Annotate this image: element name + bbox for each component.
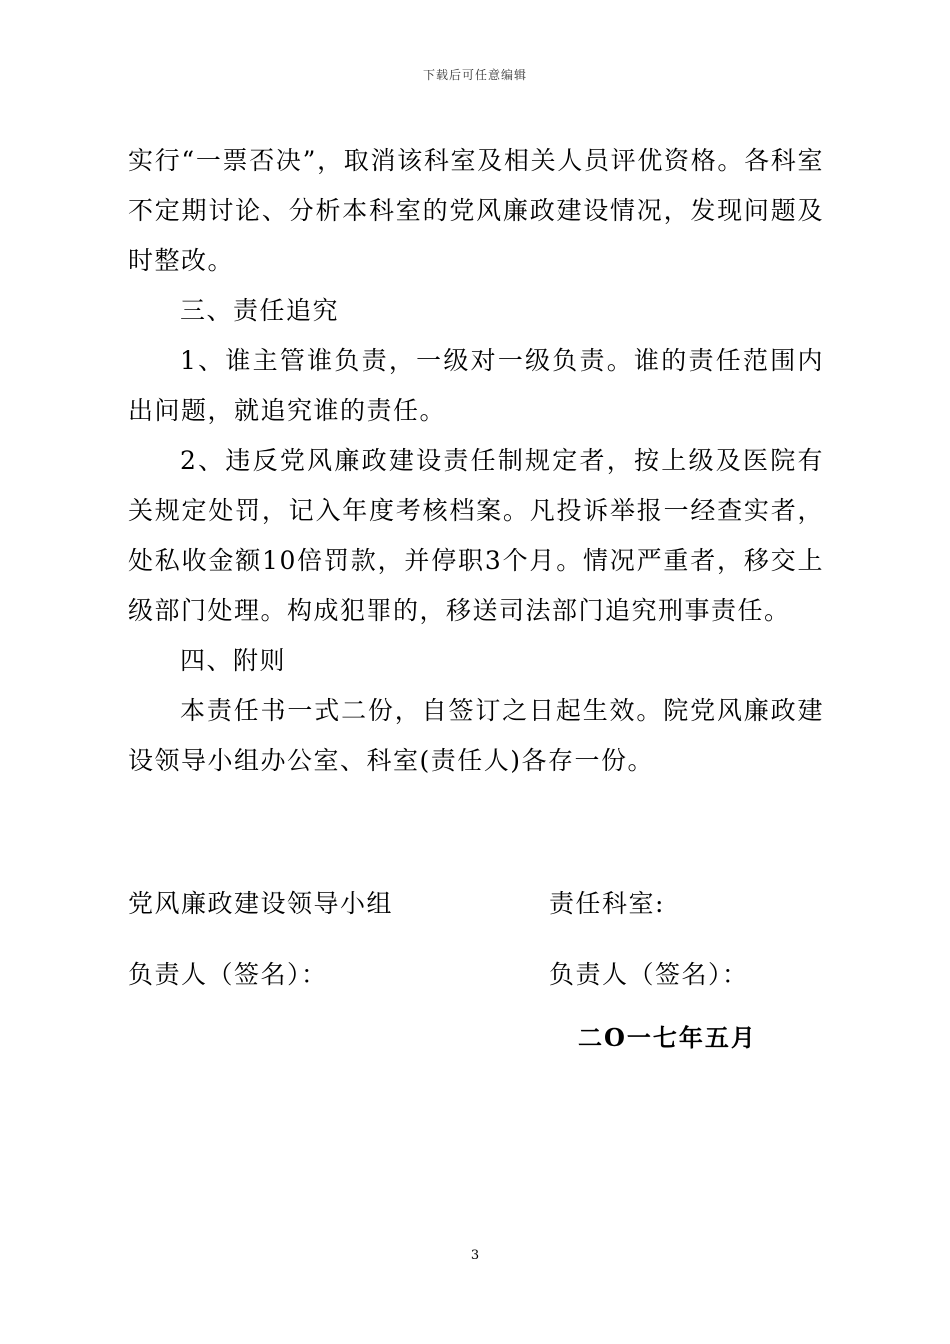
signature-right-org: 责任科室: bbox=[549, 889, 665, 918]
section-heading-accountability: 三、责任追究 bbox=[180, 296, 340, 325]
document-body bbox=[128, 136, 824, 786]
section-heading-supplementary: 四、附则 bbox=[180, 646, 287, 675]
paragraph-effective: 本责任书一式二份，自签订之日起生效。院党风廉政建设领导小组办公室、科室(责任人)各存一份。 bbox=[128, 696, 824, 775]
signature-left-signer: 负责人（签名）： bbox=[128, 960, 328, 989]
page-header-note: 下载后可任意编辑 bbox=[422, 68, 527, 82]
paragraph-item-1: 1、谁主管谁负责，一级对一级负责。谁的责任范围内出问题，就追究谁的责任。 bbox=[128, 346, 824, 425]
signature-left-org: 党风廉政建设领导小组 bbox=[128, 889, 394, 918]
paragraph-veto: 实行“一票否决”，取消该科室及相关人员评优资格。各科室不定期讨论、分析本科室的党风廉政建设情况，发现问题及时整改。 bbox=[128, 146, 824, 275]
paragraph-item-2: 2、违反党风廉政建设责任制规定者，按上级及医院有关规定处罚，记入年度考核档案。凡投诉举报一经查实者，处私收金额10倍罚款，并停职3个月。情况严重者，移交上级部门处理。构成犯罪的，移送司法部门追究刑事责任。 bbox=[128, 446, 824, 625]
signature-right-signer: 负责人（签名）： bbox=[549, 960, 749, 989]
page-number: 3 bbox=[470, 1248, 480, 1263]
document-date: 二O一七年五月 bbox=[578, 1023, 757, 1052]
